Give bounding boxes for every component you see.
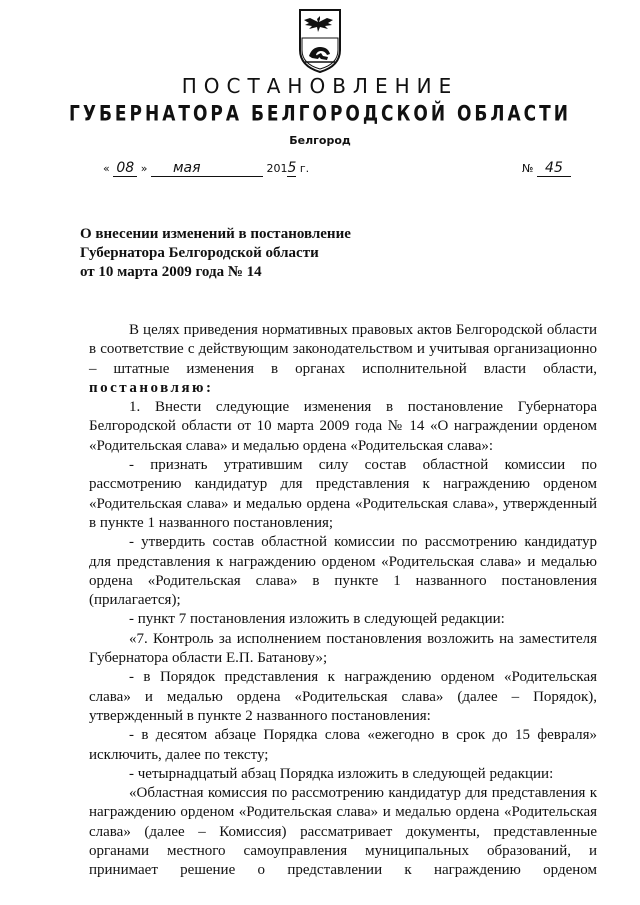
number-value: 45: [537, 160, 571, 177]
decree-body: [89, 321, 597, 881]
preamble-paragraph: [89, 321, 597, 398]
city-name: Белгород: [289, 134, 351, 147]
body-paragraph: - в десятом абзаце Порядка слова «ежегодно в срок до 15 февраля» исключить, далее по тексту;: [89, 727, 597, 763]
date-quote-open: «: [103, 162, 110, 175]
preamble-text: В целях приведения нормативных правовых актов Белгородской области в соответствие с действующим законодательством и учитывая организационно – штатные изменения в органах исполнительной власти области,: [89, 322, 597, 377]
body-paragraph: - в Порядок представления к награждению орденом «Родительская слава» и медалью ордена «Родительская слава» (далее – Порядок), утвержденный в пункте 2 названного постановления:: [89, 669, 597, 724]
date-day: 08: [113, 160, 137, 177]
body-paragraph: «7. Контроль за исполнением постановления возложить на заместителя Губернатора области Е.П. Батанову»;: [89, 630, 597, 667]
decree-number: [522, 160, 571, 177]
date-month: мая: [151, 160, 263, 177]
body-paragraph: «Областная комиссия по рассмотрению кандидатур для представления к награждению орденом «Родительская слава» и медалью ордена «Родительская слава» (далее – Комиссия) рассматривает документы, представленные органами местного самоуправления муниципальных образований, и принимает решение о представлении к награждению орденом: [89, 785, 597, 879]
decree-heading: [80, 225, 351, 282]
body-paragraph: - пункт 7 постановления изложить в следующей редакции:: [129, 611, 505, 628]
heading-line: от 10 марта 2009 года № 14: [80, 264, 262, 280]
resolution-keyword: постановляю:: [89, 379, 214, 396]
heading-line: О внесении изменений в постановление: [80, 226, 351, 242]
document-type-title: ПОСТАНОВЛЕНИЕ: [181, 74, 459, 98]
issuing-authority-title: ГУБЕРНАТОРА БЕЛГОРОДСКОЙ ОБЛАСТИ: [69, 101, 571, 127]
date-quote-close: »: [140, 162, 148, 175]
date-year-digit: 5: [287, 160, 297, 176]
heading-line: Губернатора Белгородской области: [80, 245, 319, 261]
body-paragraph: 1. Внести следующие изменения в постановление Губернатора Белгородской области от 10 марта 2009 года № 14 «О награждении орденом «Родительская слава» и медалью ордена «Родительская слава»:: [89, 399, 597, 454]
decree-date: [103, 160, 309, 177]
coat-of-arms-emblem: [297, 8, 343, 74]
number-label: №: [522, 162, 534, 175]
date-year-prefix: 201: [266, 162, 288, 175]
body-paragraph: - четырнадцатый абзац Порядка изложить в следующей редакции:: [129, 765, 554, 782]
body-paragraph: - утвердить состав областной комиссии по рассмотрению кандидатур для представления к награждению орденом «Родительская слава» и медалью ордена «Родительская слава» в пункте 1 названного постановления (прилагается);: [89, 534, 597, 609]
body-paragraph: - признать утратившим силу состав областной комиссии по рассмотрению кандидатур для представления к награждению орденом «Родительская слава» и медалью ордена «Родительская слава», утвержденный в пункте 1 названного постановления;: [89, 457, 597, 531]
date-year-suffix: г.: [296, 162, 310, 175]
